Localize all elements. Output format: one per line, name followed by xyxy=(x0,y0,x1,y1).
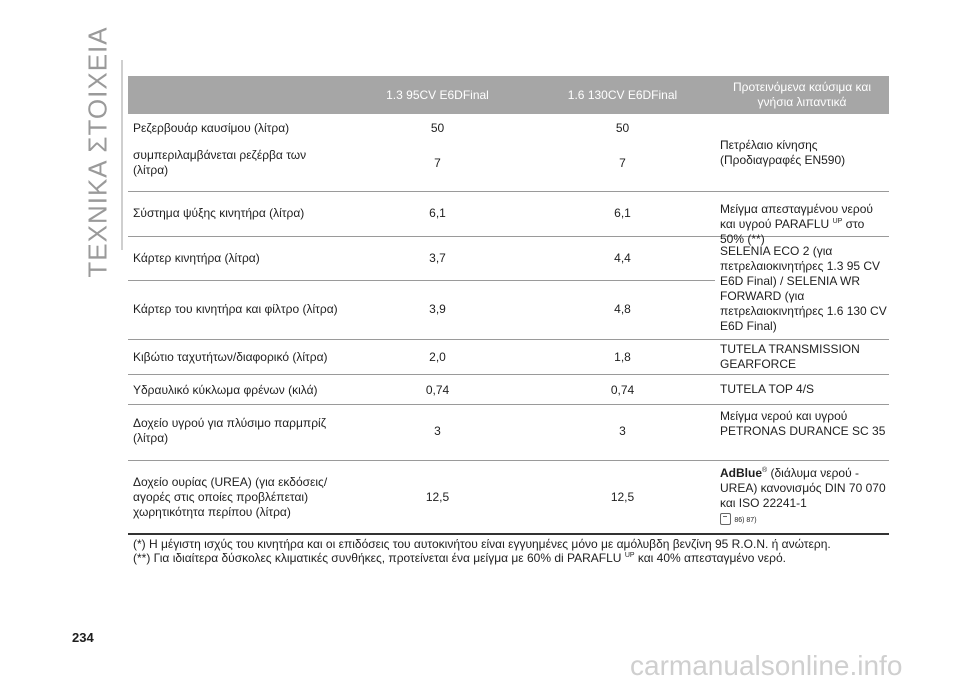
row-value-engine-1: 0,74 xyxy=(425,382,450,397)
row-divider xyxy=(128,460,889,461)
row-value-engine-1: 3 xyxy=(434,423,441,438)
row-divider xyxy=(128,374,889,375)
fluid-fuel: Πετρέλαιο κίνησης (Προδιαγραφές EN590) xyxy=(720,138,846,167)
title-divider xyxy=(121,60,123,250)
row-value-engine-1: 50 xyxy=(430,120,445,135)
table-bottom-rule xyxy=(128,533,889,535)
row-value-engine-1: 3,7 xyxy=(429,250,446,265)
row-label: Ρεζερβουάρ καυσίμου (λίτρα) xyxy=(133,120,290,135)
row-label: Υδραυλικό κύκλωμα φρένων (κιλά) xyxy=(133,382,318,397)
row-label: Κάρτερ κινητήρα (λίτρα) xyxy=(133,250,260,265)
row-value-engine-1: 2,0 xyxy=(429,349,446,364)
page-number: 234 xyxy=(72,630,94,645)
row-label: Σύστημα ψύξης κινητήρα (λίτρα) xyxy=(133,205,305,220)
row-divider xyxy=(128,191,889,192)
row-value-engine-2: 4,8 xyxy=(614,301,631,316)
fluid-coolant: Μείγμα απεσταγμένου νερού και υγρού PARAFLU $^{UP}$ στο 50% (**) xyxy=(720,202,873,246)
fluid-gearbox: TUTELA TRANSMISSION GEARFORCE xyxy=(720,342,860,371)
row-divider xyxy=(128,339,889,340)
fluid-washer: Μείγμα νερού και υγρού PETRONAS DURANCE SC 35 xyxy=(720,409,886,438)
row-value-engine-2: 1,8 xyxy=(614,349,631,364)
warning-icon xyxy=(720,513,731,525)
row-value-engine-2: 0,74 xyxy=(610,382,635,397)
fluid-urea: AdBlue® (διάλυμα νερού - UREA) κανονισμός DIN 70 070 και ISO 22241-1 86) 87) xyxy=(720,466,886,524)
watermark: carmanualsonline.info xyxy=(630,650,903,681)
row-label: Κάρτερ του κινητήρα και φίλτρο (λίτρα) xyxy=(133,301,338,316)
row-value-engine-2: 3 xyxy=(619,423,626,438)
row-value-engine-2: 12,5 xyxy=(610,489,635,504)
row-label: Κιβώτιο ταχυτήτων/διαφορικό (λίτρα) xyxy=(133,349,328,364)
row-label: Δοχείο υγρού για πλύσιμο παρμπρίζ (λίτρα) xyxy=(133,416,326,445)
row-value-engine-1: 6,1 xyxy=(429,205,446,220)
row-label: Δοχείο ουρίας (UREA) (για εκδόσεις/αγορές στις οποίες προβλέπεται) χωρητικότητα περίπου (λίτρα) xyxy=(133,474,328,519)
footnote-1: (*) Η μέγιστη ισχύς του κινητήρα και οι επιδόσεις του αυτοκινήτου είναι εγγυημένες μόνο με αμόλυβδη βενζίνη 95 R.O.N. ή ανώτερη. xyxy=(133,537,831,551)
footnote-2: (**) Για ιδιαίτερα δύσκολες κλιματικές συνθήκες, προτείνεται ένα μείγμα με 60% di PARAFLU $^{UP}$ και 40% απεσταγμένο νερό. xyxy=(133,551,786,565)
header-col-fluids: Προτεινόμενα καύσιμα και γνήσια λιπαντικά xyxy=(732,80,872,109)
row-value-engine-1: 12,5 xyxy=(425,489,450,504)
header-col-engine-1: 1.3 95CV E6DFinal xyxy=(386,87,489,102)
row-value-engine-2: 7 xyxy=(619,155,626,170)
row-value-engine-2: 50 xyxy=(615,120,630,135)
row-label: συμπεριλαμβάνεται ρεζέρβα των (λίτρα) xyxy=(133,148,307,177)
row-divider xyxy=(128,404,889,405)
row-value-engine-1: 7 xyxy=(434,155,441,170)
header-col-engine-2: 1.6 130CV E6DFinal xyxy=(567,87,678,102)
section-title: ΤΕΧΝΙΚΑ ΣΤΟΙΧΕΙΑ xyxy=(82,26,113,278)
row-divider xyxy=(128,280,715,281)
row-value-engine-2: 6,1 xyxy=(614,205,631,220)
fluid-engine-oil: SELENIA ECO 2 (για πετρελαιοκινητήρες 1.3 95 CV E6D Final) / SELENIA WR FORWARD (για πετρελαιοκινητήρες 1.6 130 CV E6D Final) xyxy=(720,244,887,333)
footnotes xyxy=(133,537,893,565)
row-value-engine-2: 4,4 xyxy=(614,250,631,265)
fluid-brakes: TUTELA TOP 4/S xyxy=(720,382,815,396)
row-value-engine-1: 3,9 xyxy=(429,301,446,316)
